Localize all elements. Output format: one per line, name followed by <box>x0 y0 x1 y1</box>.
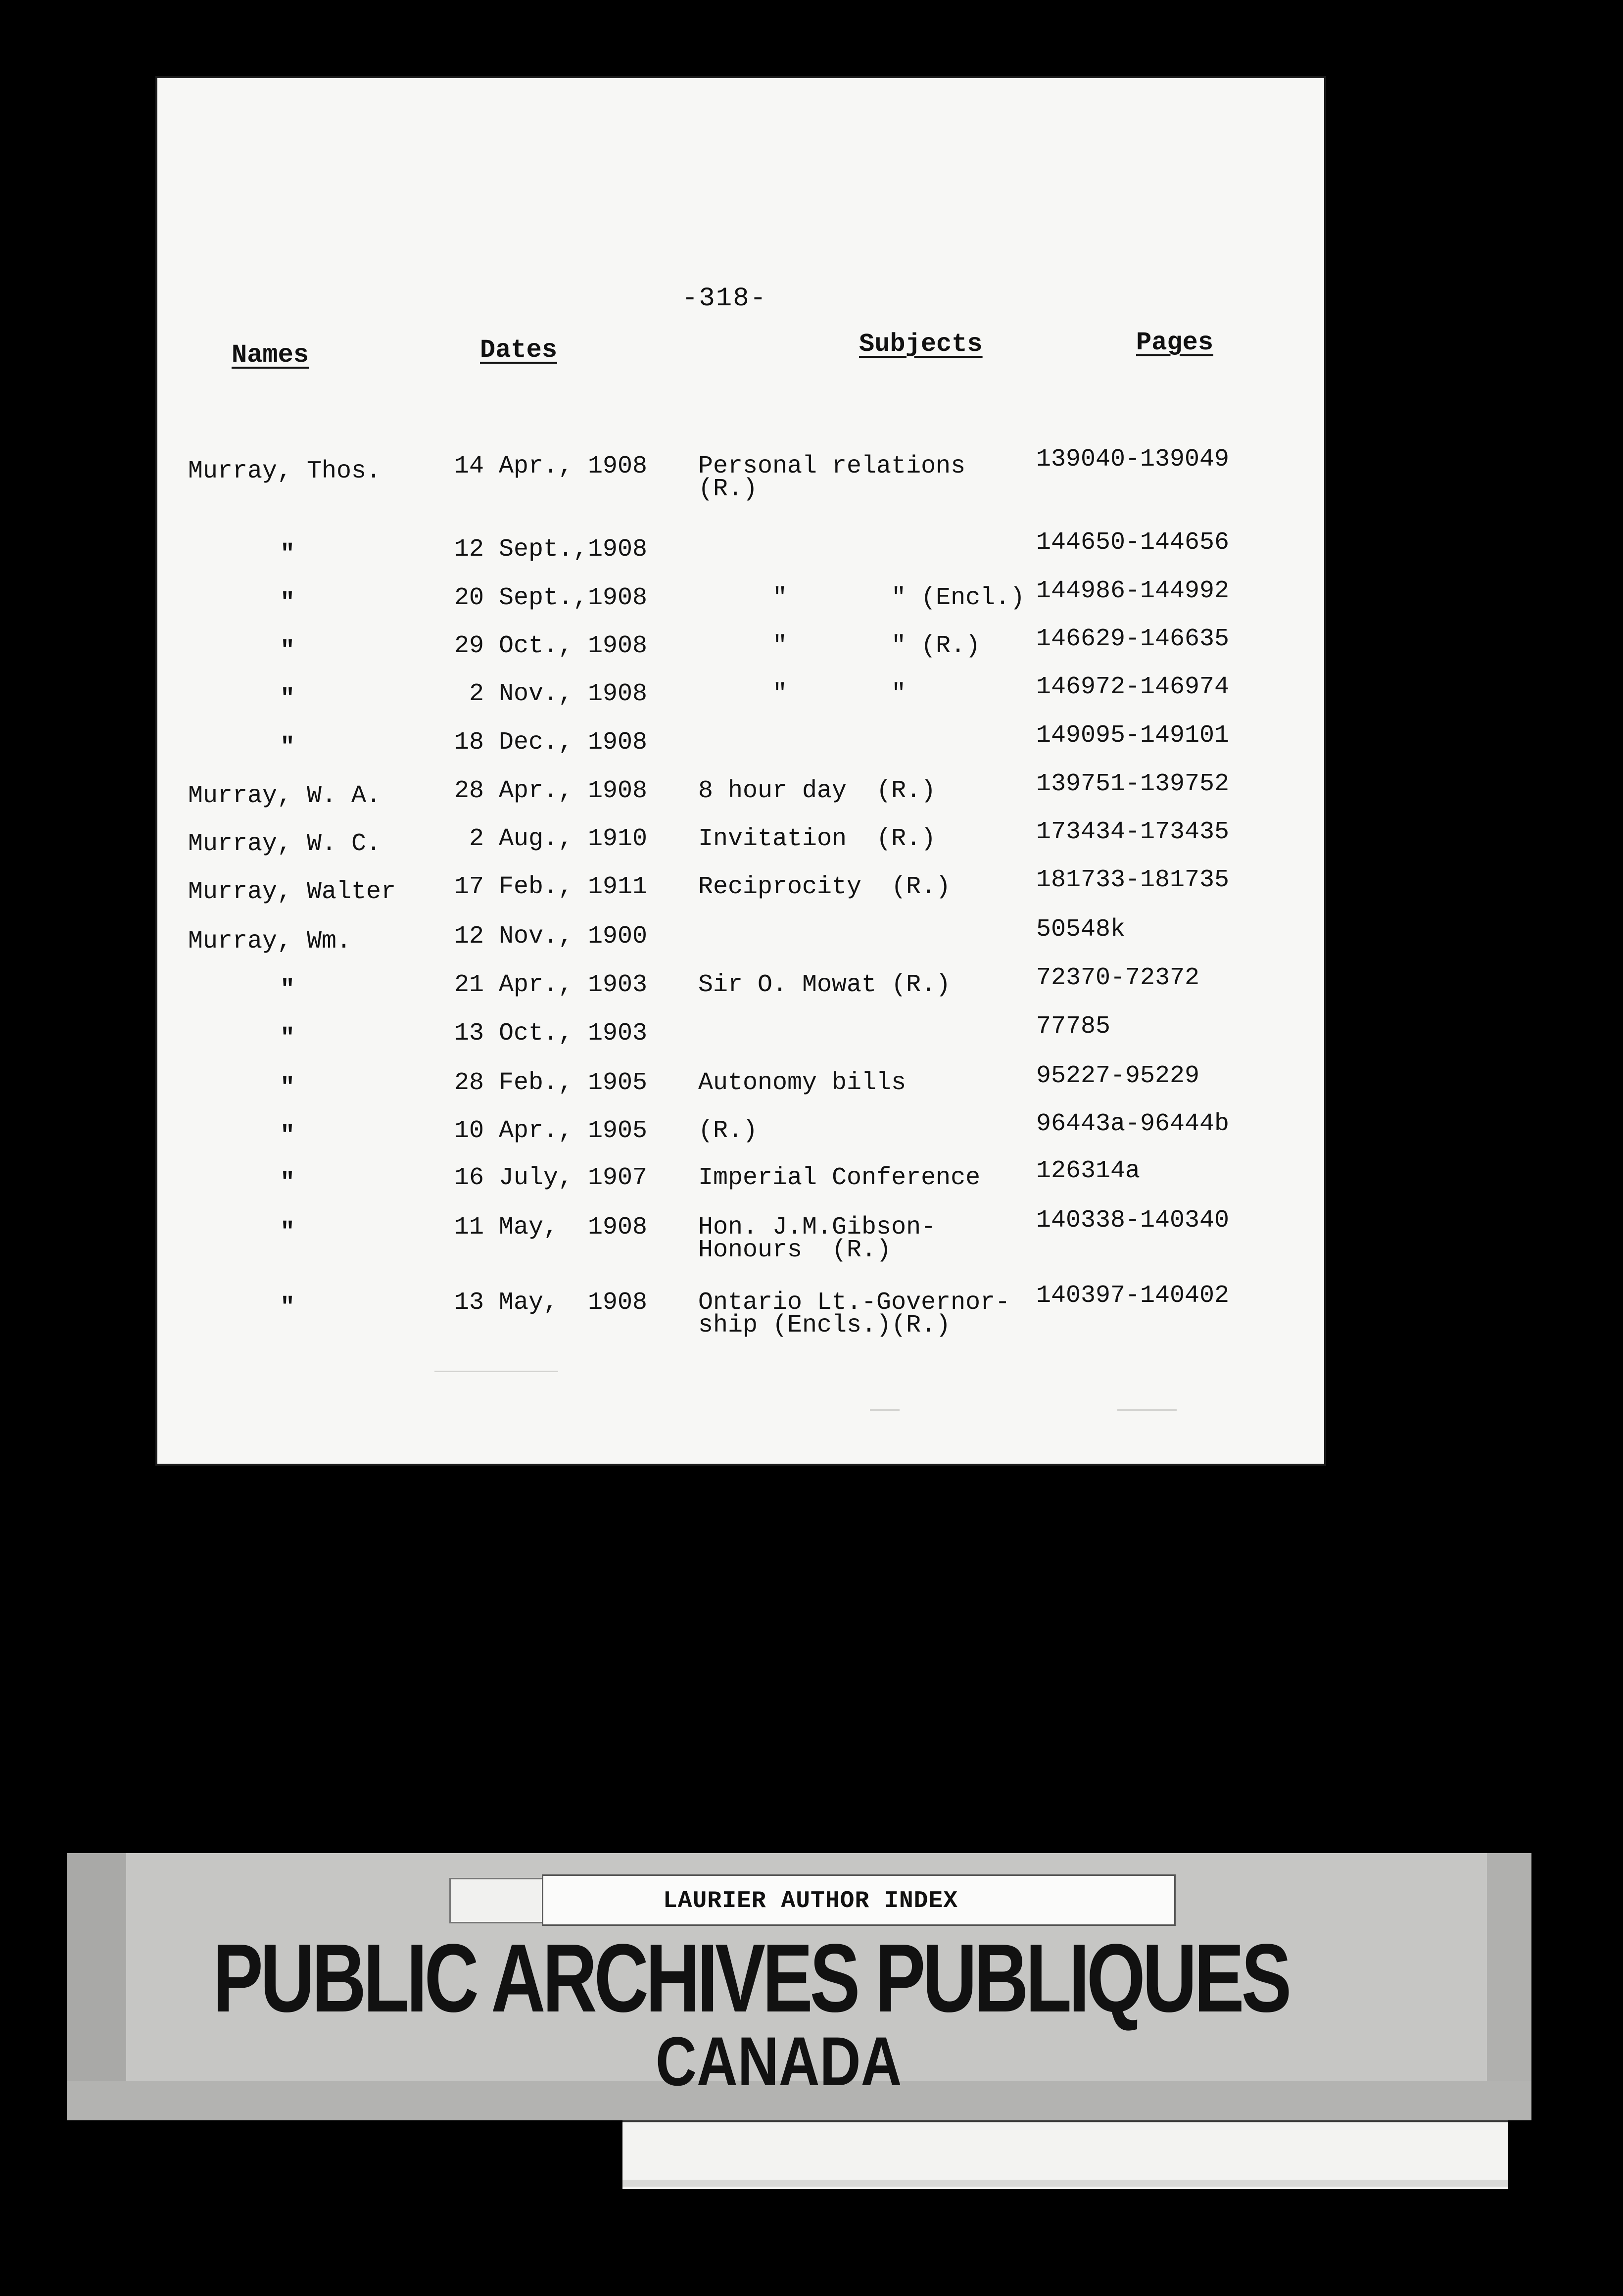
row-name: " <box>280 1074 295 1102</box>
row-name: " <box>280 1122 295 1150</box>
row-pages: 139040-139049 <box>1036 445 1230 474</box>
row-date: 12 Nov., 1900 <box>454 922 648 951</box>
row-subject: 8 hour day (R.) <box>698 777 936 805</box>
row-date: 11 May, 1908 <box>454 1213 648 1242</box>
row-pages: 146629-146635 <box>1036 625 1230 653</box>
row-date: 28 Feb., 1905 <box>454 1069 648 1097</box>
row-date: 16 July, 1907 <box>454 1164 648 1192</box>
index-page <box>157 78 1324 1464</box>
row-subject: Sir O. Mowat (R.) <box>698 971 951 999</box>
row-pages: 149095-149101 <box>1036 721 1230 750</box>
smudge-mark <box>870 1409 900 1411</box>
row-date: 14 Apr., 1908 <box>454 452 648 480</box>
row-date: 2 Nov., 1908 <box>454 680 648 708</box>
header-pages: Pages <box>1136 328 1214 357</box>
row-pages: 126314a <box>1036 1157 1141 1185</box>
row-date: 12 Sept.,1908 <box>454 535 648 564</box>
row-date: 17 Feb., 1911 <box>454 873 648 901</box>
row-name: " <box>280 637 295 665</box>
row-name: " <box>280 589 295 617</box>
archives-subtitle: CANADA <box>656 2022 902 2100</box>
row-name: " <box>280 540 295 569</box>
row-name: " <box>280 1024 295 1052</box>
row-name: Murray, Walter <box>188 878 396 906</box>
row-name: " <box>280 685 295 713</box>
tape-left <box>67 1853 126 2120</box>
row-subject: " " <box>698 680 907 708</box>
row-date: 10 Apr., 1905 <box>454 1117 648 1145</box>
row-subject: " " (R.) <box>698 632 981 660</box>
row-name: " <box>280 733 295 762</box>
row-subject: Autonomy bills <box>698 1069 907 1097</box>
row-pages: 140338-140340 <box>1036 1206 1230 1235</box>
row-date: 13 Oct., 1903 <box>454 1019 648 1048</box>
row-pages: 139751-139752 <box>1036 770 1230 798</box>
archives-title: PUBLIC ARCHIVES PUBLIQUES <box>213 1924 1289 2032</box>
row-subject: Hon. J.M.Gibson- Honours (R.) <box>698 1213 936 1264</box>
row-name: Murray, Wm. <box>188 927 352 956</box>
row-date: 18 Dec., 1908 <box>454 728 648 757</box>
row-pages: 72370-72372 <box>1036 964 1200 992</box>
bottom-card-edge <box>622 2180 1508 2187</box>
row-subject: " " (Encl.) <box>698 584 1025 612</box>
row-subject: Reciprocity (R.) <box>698 873 951 901</box>
row-subject: Invitation (R.) <box>698 825 936 853</box>
row-name: Murray, W. C. <box>188 830 382 858</box>
index-tag-stub <box>449 1878 546 1923</box>
row-pages: 140397-140402 <box>1036 1282 1230 1310</box>
row-pages: 181733-181735 <box>1036 866 1230 894</box>
row-subject: Imperial Conference <box>698 1164 981 1192</box>
row-pages: 77785 <box>1036 1012 1111 1041</box>
smudge-mark <box>434 1371 558 1372</box>
header-names: Names <box>232 340 309 370</box>
row-pages: 144986-144992 <box>1036 577 1230 605</box>
row-date: 20 Sept.,1908 <box>454 584 648 612</box>
row-date: 13 May, 1908 <box>454 1289 648 1317</box>
row-pages: 95227-95229 <box>1036 1062 1200 1090</box>
row-name: Murray, Thos. <box>188 457 382 485</box>
row-subject: (R.) <box>698 1117 758 1145</box>
smudge-mark <box>1117 1409 1177 1411</box>
header-dates: Dates <box>480 335 558 365</box>
row-date: 2 Aug., 1910 <box>454 825 648 853</box>
row-date: 29 Oct., 1908 <box>454 632 648 660</box>
row-pages: 96443a-96444b <box>1036 1110 1230 1138</box>
row-name: " <box>280 976 295 1004</box>
row-pages: 146972-146974 <box>1036 673 1230 701</box>
row-subject: Ontario Lt.-Governor- ship (Encls.)(R.) <box>698 1289 1010 1339</box>
row-pages: 144650-144656 <box>1036 528 1230 557</box>
bottom-card <box>622 2120 1508 2189</box>
row-date: 21 Apr., 1903 <box>454 971 648 999</box>
row-date: 28 Apr., 1908 <box>454 777 648 805</box>
row-pages: 173434-173435 <box>1036 818 1230 846</box>
row-name: " <box>280 1293 295 1322</box>
row-name: " <box>280 1218 295 1246</box>
tape-right <box>1487 1853 1531 2120</box>
row-pages: 50548k <box>1036 915 1126 944</box>
row-name: " <box>280 1169 295 1197</box>
row-subject: Personal relations (R.) <box>698 452 966 503</box>
page-number: -318- <box>682 284 767 314</box>
header-subjects: Subjects <box>859 330 983 359</box>
index-tag-label: LAURIER AUTHOR INDEX <box>663 1888 958 1914</box>
row-name: Murray, W. A. <box>188 782 382 810</box>
